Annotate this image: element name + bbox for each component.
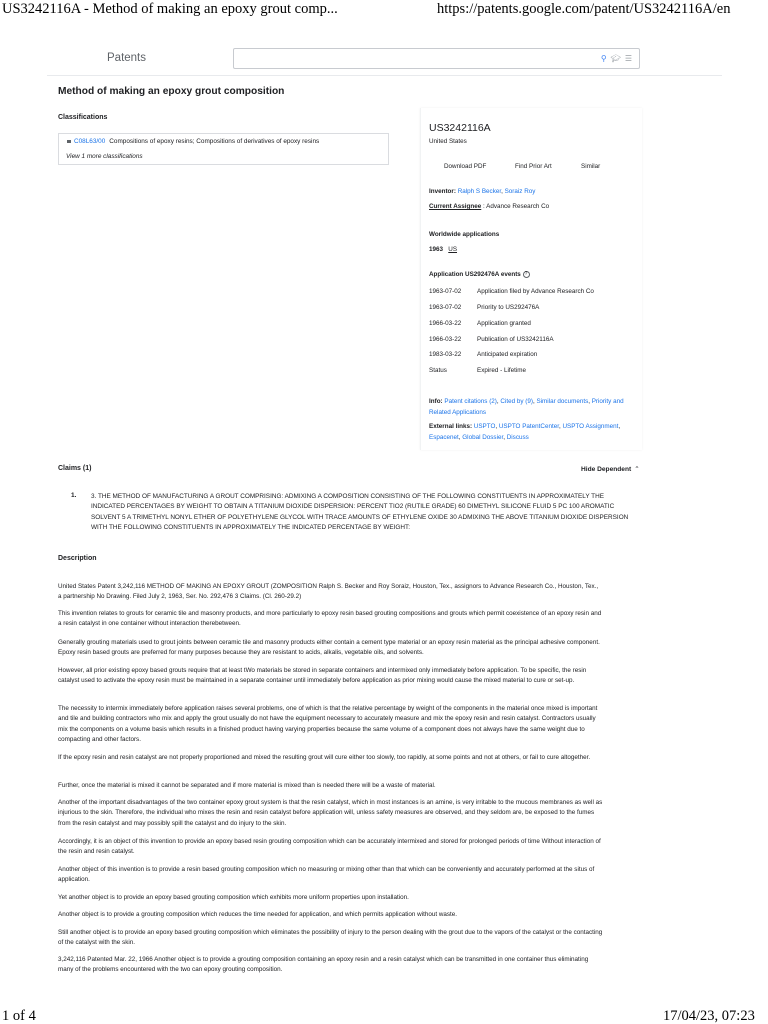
uspto-assignment-link[interactable]: USPTO Assignment xyxy=(562,423,619,430)
download-pdf-button[interactable]: Download PDF xyxy=(444,163,487,170)
hide-dependent-toggle[interactable] xyxy=(581,465,640,473)
event-date: 1966-03-22 xyxy=(429,320,462,327)
assignee-separator: : xyxy=(481,203,487,210)
claims-heading: Claims (1) xyxy=(58,465,92,472)
assignee-label: Current Assignee xyxy=(429,203,482,210)
event-text: Publication of US3242116A xyxy=(477,336,554,343)
event-text: Priority to US292476A xyxy=(477,304,540,311)
claim-text: 3. THE METHOD OF MANUFACTURING A GROUT COMPRISING: ADMIXING A COMPOSITION CONSISTING OF THE FOLLOWING CONSTITUENTS IN APPROXIMATELY THE INDICATED PERCENTAGES BY WEIGHT TO OBTAIN A TITANIUM DIOXIDE DISPERSION: PERCENT TIO2 (RUTILE GRADE) 60 DIMETHYL SILICONE FLUID 5 PC 100 AROMATIC SOLVENT 5 A TRIMETHYL NONYL ETHER OF POLYETHYLENE GLYCOL WITH TRACE AMOUNTS OF ETHYLENE OXIDE 30 ADMIXING THE ABOVE TITANIUM DIOXIDE DISPERSION WITH THE FOLLOWING CONSTITUENTS IN APPROXIMATELY THE INDICATED PERCENTAGE BY WEIGHT: xyxy=(91,493,629,531)
uspto-link[interactable]: USPTO xyxy=(473,423,496,430)
event-date: 1983-03-22 xyxy=(429,351,462,358)
hide-dependent-label: Hide Dependent xyxy=(581,466,632,473)
description-paragraph: Another object is to provide a grouting composition which reduces the time needed for application, and which permits application without waste. xyxy=(58,911,458,918)
description-paragraph: Another object of this invention is to provide a resin based grouting composition which no measuring or mixing other than that which can be conveniently and accurately performed at the situs of application. xyxy=(58,866,595,884)
worldwide-country-link[interactable]: US xyxy=(448,246,458,253)
event-text: Anticipated expiration xyxy=(477,351,538,358)
patent-title: Method of making an epoxy grout composition xyxy=(58,86,285,97)
description-paragraph: Another of the important disadvantages of the two container epoxy grout system is that the resin catalyst, which in most instances is an amine, is very irritable to the mucous membranes as well as injurious to the skin. Therefore, the individual who mixes the resin and resin catalyst before application will, unless safety measures are observed, and they seldom are, be exposed to the fumes from the resin catalyst and may possibly spill the catalyst and do injury to the skin. xyxy=(58,799,603,827)
global-dossier-link[interactable]: Global Dossier xyxy=(462,433,504,441)
worldwide-row xyxy=(429,246,457,253)
discuss-link[interactable]: Discuss xyxy=(506,433,529,441)
inventor-line xyxy=(429,188,535,195)
description-paragraph: Yet another object is to provide an epoxy based grouting composition which exhibits more uniform properties upon installation. xyxy=(58,894,409,901)
print-page-title: US3242116A - Method of making an epoxy grout comp... xyxy=(2,1,338,17)
bullet-icon xyxy=(67,140,71,143)
similar-documents-link[interactable]: Similar documents xyxy=(536,398,589,405)
classification-row xyxy=(67,138,319,145)
event-date: 1963-07-02 xyxy=(429,304,462,311)
graduation-cap-icon[interactable]: 🎓︎ xyxy=(610,54,621,63)
patent-citations-link[interactable]: Patent citations (2) xyxy=(444,398,497,405)
chevron-up-icon: ⌃ xyxy=(634,466,640,473)
classification-description: Compositions of epoxy resins; Compositions of derivatives of epoxy resins xyxy=(109,138,320,145)
search-input[interactable] xyxy=(233,48,640,69)
cited-by-link[interactable]: Cited by (9) xyxy=(500,398,533,405)
description-paragraph: If the epoxy resin and resin catalyst are not properly proportioned and mixed the resulting grout will cure either too slowly, too rapidly, at some points and not at others, or fail to cure altogether. xyxy=(58,754,591,761)
inventor-separator: , xyxy=(501,188,503,195)
worldwide-year: 1963 xyxy=(429,246,444,253)
print-url: https://patents.google.com/patent/US3242116A/en xyxy=(437,1,731,17)
inventor-link[interactable]: Soraiz Roy xyxy=(504,188,536,195)
uspto-patentcenter-link[interactable]: USPTO PatentCenter xyxy=(498,423,559,430)
status-value: Expired - Lifetime xyxy=(477,367,526,374)
filter-icon[interactable]: ☰ xyxy=(624,54,632,63)
view-more-classifications-link[interactable]: View 1 more classifications xyxy=(66,153,143,160)
classification-code-link[interactable]: C08L63/00 xyxy=(74,138,106,145)
print-footer xyxy=(0,1006,768,1024)
external-links: External links: USPTO, USPTO PatentCenter, USPTO Assignment, Espacenet, Global Dossier, Discuss xyxy=(429,423,621,441)
event-date: 1963-07-02 xyxy=(429,288,462,295)
inventor-label: Inventor: xyxy=(429,188,456,195)
description-paragraph: United States Patent 3,242,116 METHOD OF MAKING AN EPOXY GROUT (ZOMPOSITION Ralph S. Becker and Roy Soraiz, Houston, Tex., assignors to Advance Research Co., Houston, Tex., a partnership No Drawing. Filed July 2, 1963, Ser. No. 292,476 3 Claims. (Cl. 260-29.2) xyxy=(58,583,599,601)
description-paragraph: However, all prior existing epoxy based grouts require that at least tWo materials be stored in separate containers and intermixed only immediately before application. To be specific, the resin catalyst used to activate the epoxy resin must be maintained in a separate container until immediately before application as prior mixing would cause the mixed material to cure or set-up. xyxy=(58,667,587,685)
description-paragraph: Generally grouting materials used to grout joints between ceramic tile and masonry products either contain a cement type material or an epoxy resin material as the principal adhesive component. Epoxy resin based grouts are preferred for many purposes because they are resistant to acids, alkalis, vegetable oils, and solvents. xyxy=(58,639,600,657)
print-datetime: 17/04/23, 07:23 xyxy=(663,1008,755,1024)
description-paragraph: 3,242,116 Patented Mar. 22, 1966 Another object is to provide a grouting composition containing an epoxy resin and a resin catalyst which can be transmitted in one container thus eliminating many of the problems encountered with the two can epoxy grouting composition. xyxy=(58,956,589,974)
status-label: Status xyxy=(429,367,447,374)
classifications-box xyxy=(58,133,389,165)
search-icons xyxy=(601,53,632,64)
classifications-heading: Classifications xyxy=(58,114,108,121)
espacenet-link[interactable]: Espacenet xyxy=(429,433,459,441)
event-date: 1966-03-22 xyxy=(429,336,462,343)
description-paragraph: This invention relates to grouts for ceramic tile and masonry products, and more particularly to epoxy resin based grouting compositions and grouts which permit coexistence of an epoxy resin and a resin catalyst in one container without interaction therebetween. xyxy=(58,610,602,628)
print-page-number: 1 of 4 xyxy=(2,1008,36,1024)
patents-logo[interactable]: Patents xyxy=(107,52,146,64)
priority-applications-link[interactable]: Priority and Related Applications xyxy=(429,398,624,416)
assignee-name: Advance Research Co xyxy=(486,203,550,210)
location-pin-icon[interactable]: ⚲ xyxy=(600,54,607,63)
info-links: Info: Patent citations (2), Cited by (9), Similar documents, Priority and Related Applications xyxy=(429,398,624,416)
event-text: Application granted xyxy=(477,320,531,327)
description-paragraph: Still another object is to provide an epoxy based grouting composition which eliminates the possibility of injury to the person dealing with the grout due to the vapors of the catalyst or the contacting of the catalyst with the skin. xyxy=(58,929,603,947)
description-paragraph: The necessity to intermix immediately before application raises several problems, one of which is that the relative percentage by weight of the components in the material once mixed is important and tile and building contractors who mix and apply the grout usually do not have the equipment necessary to accurately measure and mix the epoxy resin and resin catalyst. Contractors usually mix the components on a volume basis which results in a finished product having varying properties because the same volume of a component does not always have the same weight due to compacting and other factors. xyxy=(58,705,598,743)
worldwide-heading: Worldwide applications xyxy=(429,231,500,238)
assignee-line xyxy=(429,203,549,210)
description-paragraph: Accordingly, it is an object of this invention to provide an epoxy based resin grouting composition which can be accurately intermixed and stored for prolonged periods of time Without interaction of the resin and resin catalyst. xyxy=(58,838,601,856)
inventor-link[interactable]: Ralph S Becker xyxy=(457,188,502,195)
description-heading: Description xyxy=(58,555,97,562)
find-prior-art-button[interactable]: Find Prior Art xyxy=(515,163,552,170)
patent-country: United States xyxy=(429,138,467,145)
event-text: Application filed by Advance Research Co xyxy=(477,288,594,295)
print-header xyxy=(0,0,768,20)
top-bar xyxy=(47,44,722,76)
events-heading: Application US292476A events ? xyxy=(429,271,530,278)
claim-number: 1. xyxy=(71,492,77,499)
help-circle-icon[interactable]: ? xyxy=(523,271,530,278)
similar-button[interactable]: Similar xyxy=(581,163,601,170)
description-paragraph: Further, once the material is mixed it cannot be separated and if more material is mixed than is needed there will be a waste of material. xyxy=(58,782,436,789)
patent-number: US3242116A xyxy=(429,122,491,134)
